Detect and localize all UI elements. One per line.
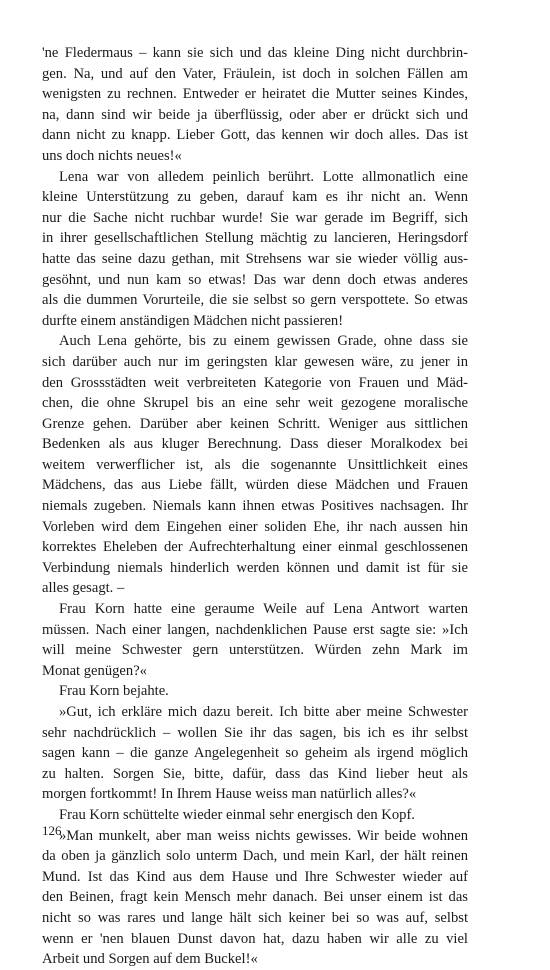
text-line: nicht so was rares und lange hält sich keiner bei so was auf, selbst	[42, 909, 468, 926]
text-line: alles gesagt. –	[42, 580, 125, 597]
text-line: weitem verwerflicher ist, als die sogenannte Unsittlichkeit eines	[42, 456, 468, 473]
text-line: dann nicht zu knapp. Lieber Gott, das kennen wir doch alles. Das ist	[42, 127, 468, 144]
text-line: Mund. Ist das Kind aus dem Hause und Ihre Schwester wieder auf	[42, 868, 468, 885]
text-line: 'ne Fledermaus – kann sie sich und das kleine Ding nicht durchbrin-	[42, 45, 468, 61]
text-line: Grenze gehen. Darüber aber keinen Schritt. Weniger aus sittlichen	[42, 415, 468, 432]
paragraph	[42, 43, 468, 167]
text-line: Mädchens, das aus Liebe fällt, würden diese Mädchen und Frauen	[42, 477, 468, 494]
paragraph	[42, 702, 468, 805]
text-line: chen, die ohne Skrupel bis an eine sehr weit gezogene moralische	[42, 395, 468, 412]
text-line: sich darüber auch nur im geringsten klar gewesen wäre, zu jener in	[42, 353, 468, 370]
text-line: da oben ja gänzlich solo unterm Dach, und mein Karl, der hält reinen	[42, 848, 468, 865]
text-line: in ihrer gesellschaftlichen Stellung mächtig zu lancieren, Heringsdorf	[42, 230, 468, 247]
paragraph	[42, 681, 468, 702]
paragraph	[42, 599, 468, 681]
text-line: gen. Na, und auf den Vater, Fräulein, ist doch in solchen Fällen am	[42, 65, 468, 82]
text-line: kleine Unterstützung zu geben, darauf kam es ihr nicht an. Wenn	[42, 189, 468, 206]
page-number: 126	[42, 823, 62, 838]
paragraph	[42, 805, 468, 826]
text-line: den Grossstädten weit verbreiteten Kategorie von Frauen und Mäd-	[42, 374, 468, 391]
text-line: Vorleben wird dem Eingehen einer soliden Ehe, ihr nach aussen hin	[42, 518, 468, 535]
text-line: na, dann sind wir beide ja überflüssig, oder aber er drückt sich und	[42, 106, 468, 123]
text-line: zu halten. Sorgen Sie, bitte, dafür, dass das Kind lieber heut als	[42, 765, 468, 782]
text-line: nur die Sache nicht ruchbar wurde! Sie war gerade im Begriff, sich	[42, 209, 468, 226]
paragraph	[42, 167, 468, 332]
text-line: morgen fortkommt! In Ihrem Hause weiss man natürlich alles?«	[42, 786, 417, 803]
text-line: niemals zugeben. Niemals kann ihnen etwas Positives nachsagen. Ihr	[42, 498, 468, 515]
text-line: Bedenken als aus kluger Berechnung. Dass dieser Moralkodex bei	[42, 436, 468, 453]
text-line: sagen kann – die ganze Angelegenheit so geheim als irgend möglich	[42, 745, 468, 762]
text-line: hatte das seine dazu gethan, mit Strehsens war sie wieder völlig aus-	[42, 250, 468, 267]
text-line: müssen. Nach einer langen, nachdenklichen Pause erst sagte sie: »Ich	[42, 621, 468, 638]
paragraph	[42, 331, 468, 599]
text-line: wenigsten zu rechnen. Entweder er heiratet die Mutter seines Kindes,	[42, 86, 468, 103]
text-line: Arbeit und Sorgen auf dem Buckel!«	[42, 951, 258, 968]
text-line: »Gut, ich erkläre mich dazu bereit. Ich bitte aber meine Schwester	[59, 704, 468, 720]
text-line: den Beinen, fragt kein Mensch mehr danach. Bei unser einem ist das	[42, 889, 468, 906]
text-line: uns doch nichts neues!«	[42, 147, 182, 164]
text-line: Frau Korn schüttelte wieder einmal sehr energisch den Kopf.	[59, 806, 415, 823]
text-line: Frau Korn hatte eine geraume Weile auf Lena Antwort warten	[59, 601, 468, 618]
text-line: Auch Lena gehörte, bis zu einem gewissen Grade, ohne dass sie	[59, 333, 468, 350]
text-line: sehr nachdrücklich – wollen Sie ihr das sagen, bis ich es ihr selbst	[42, 724, 468, 741]
text-line: gesöhnt, und nun kam so etwas! Das war denn doch etwas anderes	[42, 271, 468, 288]
text-line: Frau Korn bejahte.	[59, 683, 169, 700]
text-line: wenn er 'nen blauen Dunst davon hat, dazu haben wir alle zu viel	[42, 930, 468, 947]
text-line: durfte einem anständigen Mädchen nicht passieren!	[42, 312, 344, 329]
text-line: als die dummen Vorurteile, die sie selbst so gern verspottete. So etwas	[42, 292, 468, 309]
paragraph	[42, 826, 468, 970]
text-line: Lena war von alledem peinlich berührt. Lotte allmonatlich eine	[59, 168, 468, 185]
text-line: will meine Schwester gern unterstützen. Würden zehn Mark im	[42, 642, 468, 659]
text-line: »Man munkelt, aber man weiss nichts gewisses. Wir beide wohnen	[59, 827, 468, 844]
text-line: Monat genügen?«	[42, 662, 147, 679]
text-line: Verbindung niemals hinderlich werden können und damit ist für sie	[42, 559, 468, 576]
text-line: korrektes Eheleben der Aufrechterhaltung einer einmal geschlossenen	[42, 539, 468, 556]
page-body	[42, 43, 468, 970]
